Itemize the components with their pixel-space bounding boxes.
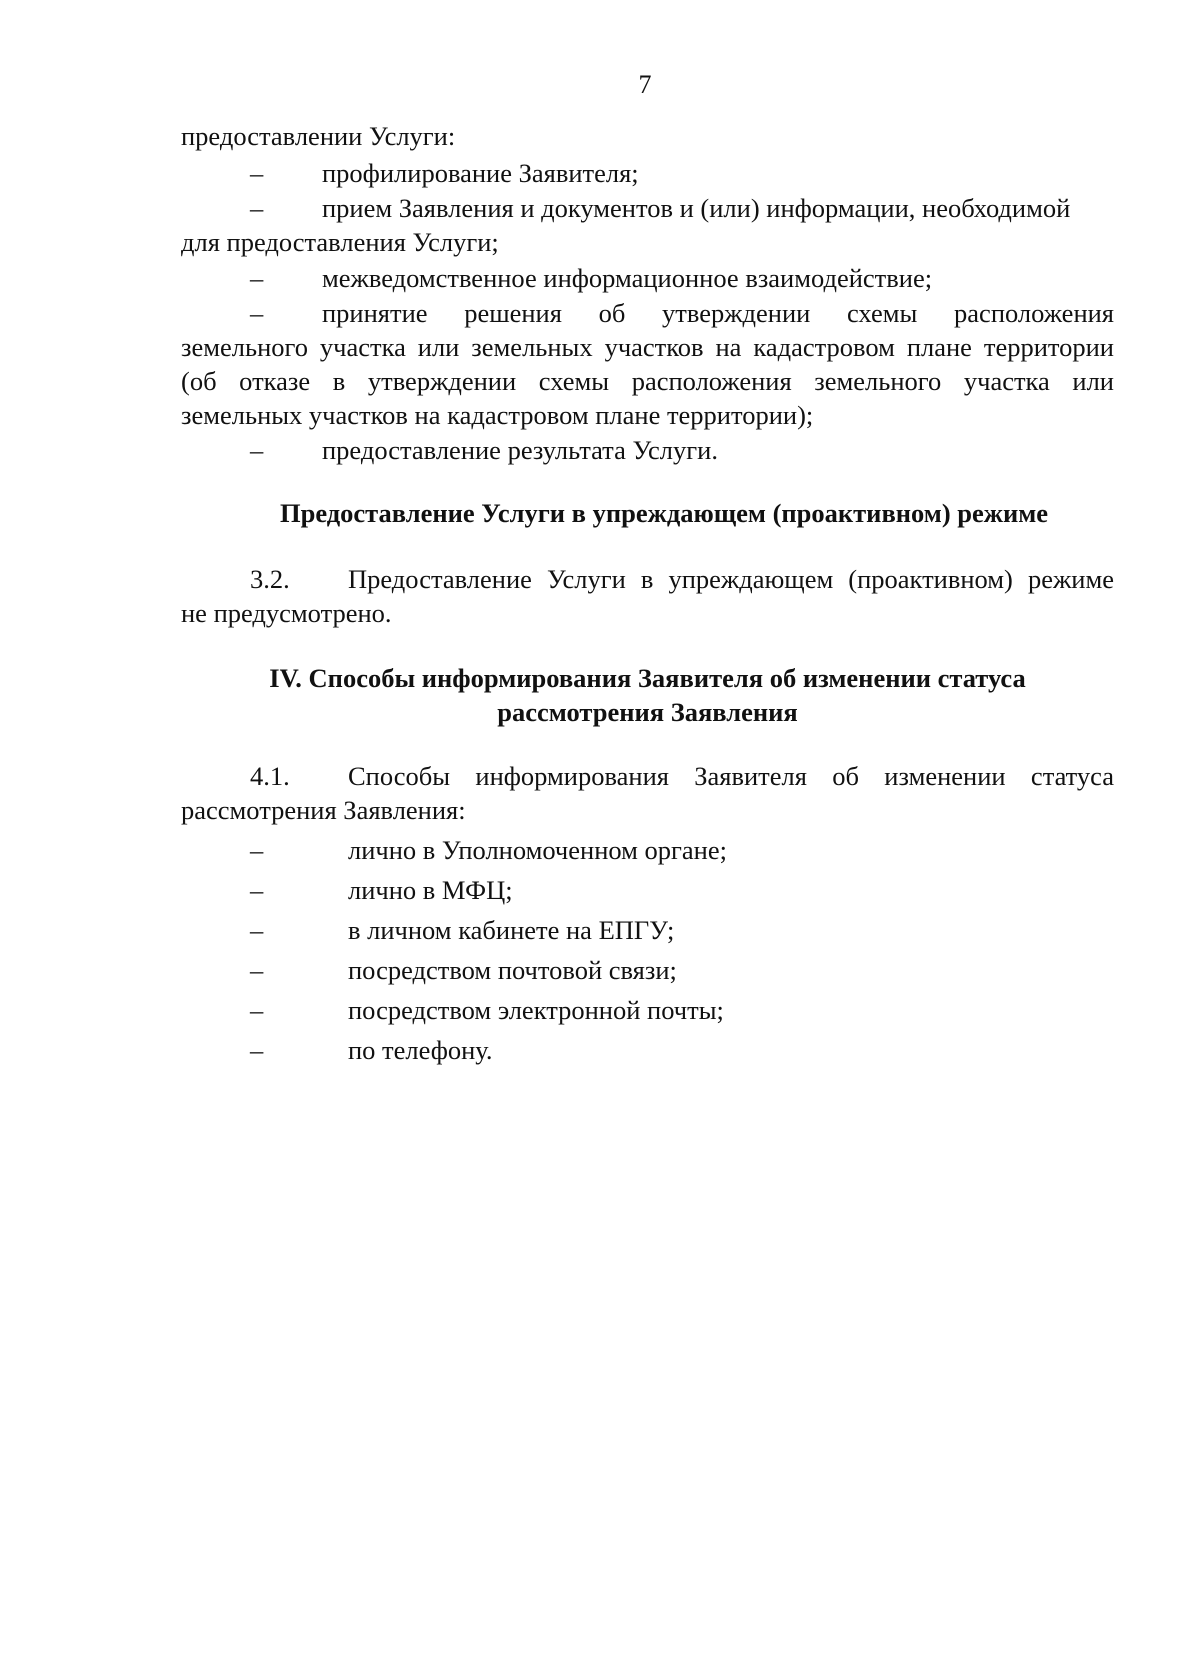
paragraph-number: 3.2. [250,564,290,594]
page-number: 7 [638,70,652,99]
intro-line: предоставлении Услуги: [181,121,456,151]
list-item-continuation: земельных участков на кадастровом плане территории); [181,400,814,430]
list-dash: – [250,875,264,905]
list-item: в личном кабинете на ЕПГУ; [348,915,675,945]
list-item: лично в МФЦ; [348,875,513,905]
list-item: посредством электронной почты; [348,995,724,1025]
list-dash: – [250,995,264,1025]
list-dash: – [250,1035,264,1065]
paragraph-line: не предусмотрено. [181,598,392,628]
list-item: посредством почтовой связи; [348,955,677,985]
list-item-continuation: земельного участка или земельных участков на кадастровом плане территории [181,332,1114,362]
section-heading: IV. Способы информирования Заявителя об изменении статуса [269,663,1026,693]
paragraph-line: Предоставление Услуги в упреждающем (проактивном) режиме [348,564,1114,594]
list-dash: – [250,193,264,223]
list-dash: – [250,915,264,945]
list-item: межведомственное информационное взаимодействие; [322,263,933,293]
paragraph-line: Способы информирования Заявителя об изменении статуса [348,761,1114,791]
list-item: профилирование Заявителя; [322,158,639,188]
paragraph-line: рассмотрения Заявления: [181,795,466,825]
list-dash: – [250,158,264,188]
list-dash: – [250,435,264,465]
paragraph-number: 4.1. [250,761,290,791]
list-dash: – [250,835,264,865]
list-dash: – [250,298,264,328]
list-item-continuation: для предоставления Услуги; [181,227,499,257]
section-heading: рассмотрения Заявления [497,697,798,727]
list-item: предоставление результата Услуги. [322,435,718,465]
list-item: лично в Уполномоченном органе; [348,835,727,865]
list-dash: – [250,955,264,985]
list-dash: – [250,263,264,293]
list-item: прием Заявления и документов и (или) информации, необходимой [322,193,1071,223]
section-heading: Предоставление Услуги в упреждающем (проактивном) режиме [280,498,1049,528]
list-item: по телефону. [348,1035,493,1065]
list-item: принятие решения об утверждении схемы расположения [322,298,1114,328]
list-item-continuation: (об отказе в утверждении схемы расположения земельного участка или [181,366,1114,396]
